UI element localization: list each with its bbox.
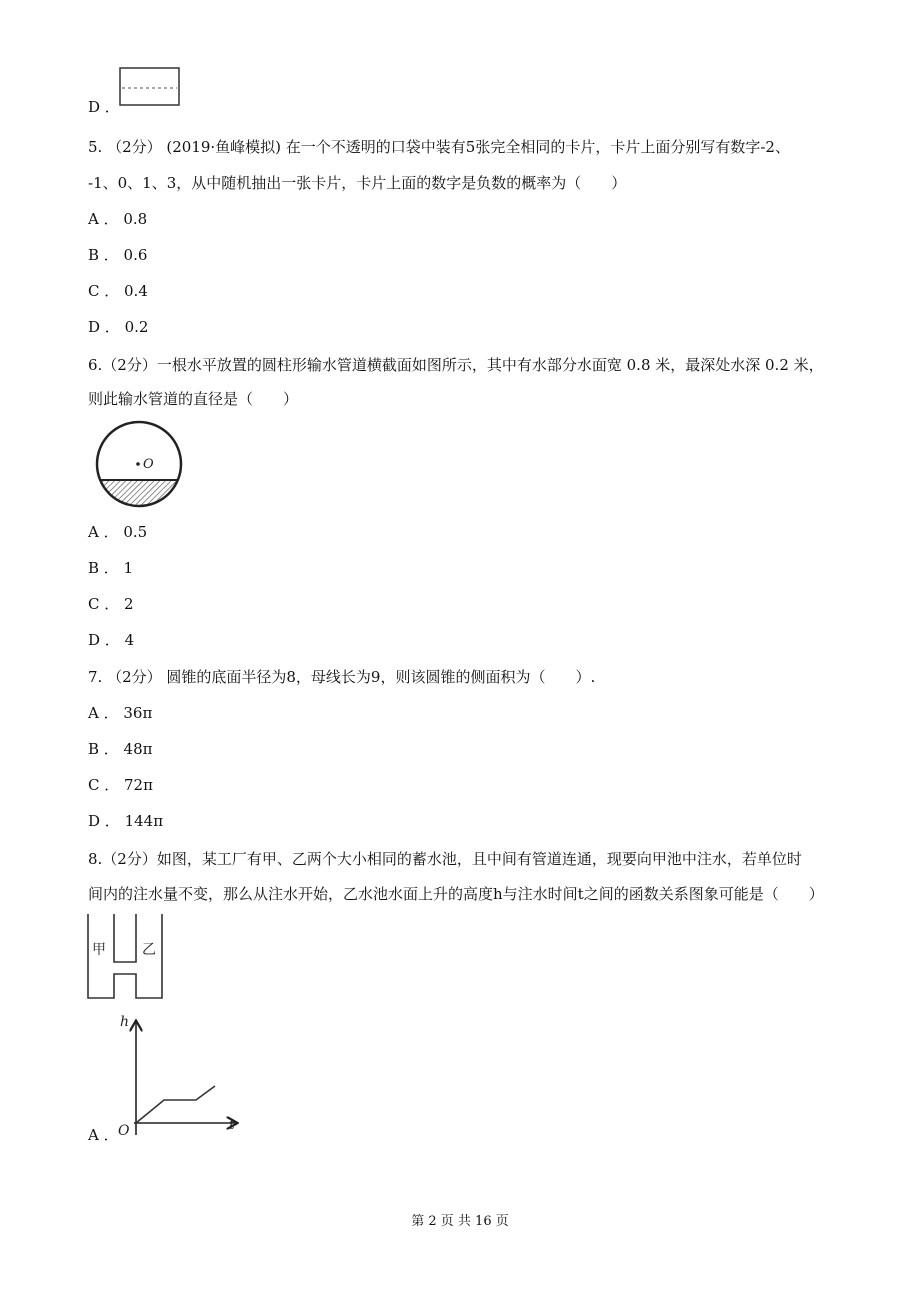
q6-line2: 则此输水管道的直径是（ ） (88, 390, 299, 408)
q7-option-a[interactable]: A ． 36π (88, 704, 153, 722)
q6-line1: 6.（2分）一根水平放置的圆柱形输水管道横截面如图所示，其中有水部分水面宽 0.8 米，最深处水深 0.2 米， (88, 356, 824, 374)
q6-option-b[interactable]: B ． 1 (88, 559, 134, 577)
center-label: O (143, 457, 154, 472)
graph-line (136, 1086, 215, 1123)
q7-option-b[interactable]: B ． 48π (88, 740, 153, 758)
q6-pipe-figure (92, 418, 188, 512)
q6-option-d[interactable]: D ． 4 (88, 631, 135, 649)
page-footer: 第 2 页 共 16 页 (411, 1214, 509, 1229)
q7-option-d[interactable]: D ． 144π (88, 812, 164, 830)
q5-line1: 5. （2分） (2019·鱼峰模拟) 在一个不透明的口袋中装有5张完全相同的卡片，卡片上面分别写有数字-2、 (88, 138, 790, 156)
q8-option-a[interactable]: A ． (88, 1126, 119, 1144)
q8-line1: 8.（2分）如图，某工厂有甲、乙两个大小相同的蓄水池，且中间有管道连通，现要向甲池中注水，若单位时 (88, 850, 802, 868)
q8-line2: 间内的注水量不变，那么从注水开始，乙水池水面上升的高度h与注水时间t之间的函数关系图象可能是（ ） (88, 885, 824, 903)
q6-option-a[interactable]: A ． 0.5 (88, 523, 148, 541)
x-axis-label: t (229, 1117, 235, 1133)
q6-option-c[interactable]: C ． 2 (88, 595, 134, 613)
q5-option-d[interactable]: D ． 0.2 (88, 318, 149, 336)
q8-option-a-graph (112, 1010, 242, 1140)
q5-line2: -1、0、1、3，从中随机抽出一张卡片，卡片上面的数字是负数的概率为（ ） (88, 174, 627, 192)
q4-option-d: D ． (88, 98, 120, 116)
q5-option-c[interactable]: C ． 0.4 (88, 282, 148, 300)
tank-right-label: 乙 (142, 942, 156, 958)
origin-label: O (118, 1123, 130, 1139)
y-axis-label: h (120, 1014, 130, 1030)
center-point (136, 462, 140, 466)
q5-option-a[interactable]: A ． 0.8 (88, 210, 148, 228)
tank-left-label: 甲 (92, 942, 106, 958)
q8-tanks-figure (86, 912, 174, 1000)
q5-option-b[interactable]: B ． 0.6 (88, 246, 148, 264)
q7-option-c[interactable]: C ． 72π (88, 776, 153, 794)
q4-option-d-figure (118, 66, 182, 108)
q7-line1: 7. （2分） 圆锥的底面半径为8，母线长为9，则该圆锥的侧面积为（ ）. (88, 668, 596, 686)
